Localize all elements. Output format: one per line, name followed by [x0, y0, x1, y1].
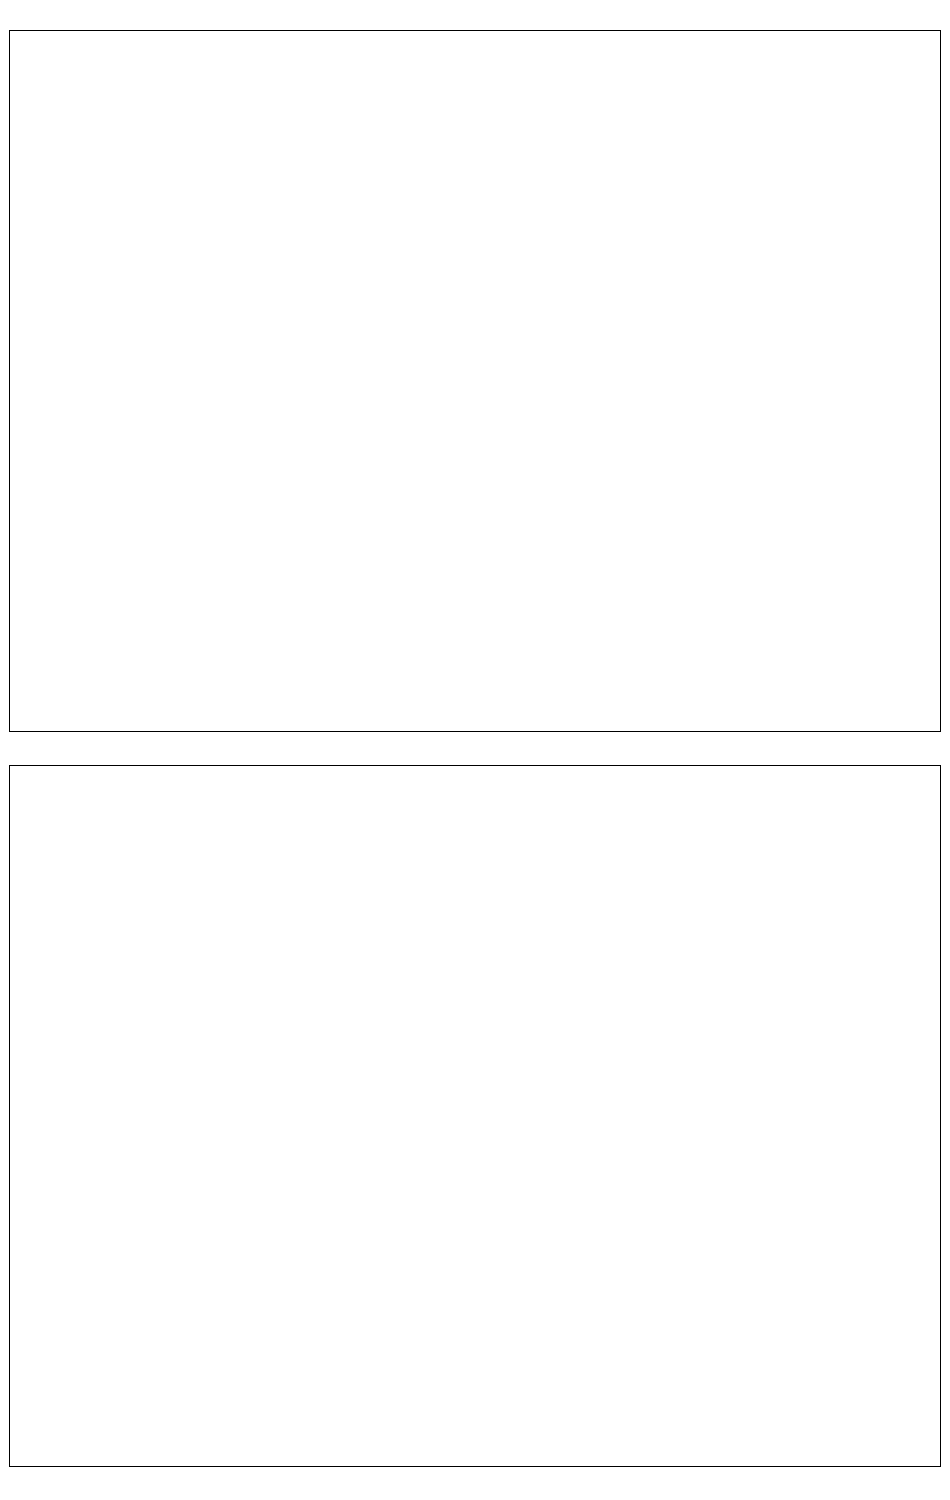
down-footprints-map — [10, 31, 940, 731]
conjugate-footprints-panel — [9, 765, 941, 1467]
down-footprints-panel — [9, 30, 941, 732]
conjugate-footprints-map — [10, 766, 940, 1466]
